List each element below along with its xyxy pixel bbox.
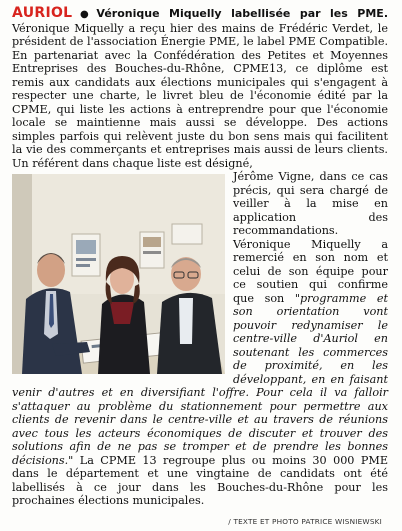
article-intro: Véronique Miquelly a reçu hier des mains de Frédéric Verdet, le président de l'association Énergie PME, le label PME Compatible. En partenariat avec la Confédération des Petites et Moyennes Entreprises des Bouches-du-Rhône, CPME13, ce diplôme est remis aux candidats aux élections municipales qui s'engagent à respecter une charte, le livret bleu de l'économie édité par la CPME, qui liste les actions à entreprendre pour que l'économie locale se maintienne mais aussi se développe. Des actions simples parfois qui relèvent juste du bon sens mais qui facilitent la vie des commerçants et entreprises mais aussi de leurs clients. Un référent dans chaque liste est désigné,	[12, 21, 388, 170]
headline: Véronique Miquelly labellisée par les PME.	[96, 7, 388, 20]
article-quote: "programme et son orientation vont pouvoir redynamiser le centre-ville d'Auriol en soutenant les commerces de proximité, en les développant, en en faisant venir d'autres et en diversifiant l'offre. Pour cela il va falloir s'attaquer au problème du stationnement pour permettre aux clients de revenir dans le centre-ville et au travers de réunions avec tous les acteurs économiques de discuter et trouver des solutions afin de ne pas se tromper et de prendre les bonnes décisions."	[12, 291, 388, 467]
article-closing: La CPME 13 regroupe plus ou moins 30 000 PME dans le département et une vingtaine de candidats ont été labellisés à ce jour dans les Bouches-du-Rhône pour les prochaines élections municipales.	[12, 453, 388, 507]
article-intro-continued: Jérôme Vigne, dans ce cas précis, qui sera chargé de veiller à la mise en application des recommandations. Véronique Miquelly a remercié en son nom et celui de son équipe pour ce soutien qui confirme que son	[233, 170, 388, 305]
town-kicker: AURIOL	[12, 5, 73, 21]
article-photo	[12, 174, 225, 374]
photo-credit: / TEXTE ET PHOTO PATRICE WISNIEWSKI	[228, 516, 382, 526]
kicker-bullet: ●	[74, 9, 95, 20]
photo-illustration	[12, 174, 225, 374]
article-text	[12, 7, 388, 508]
